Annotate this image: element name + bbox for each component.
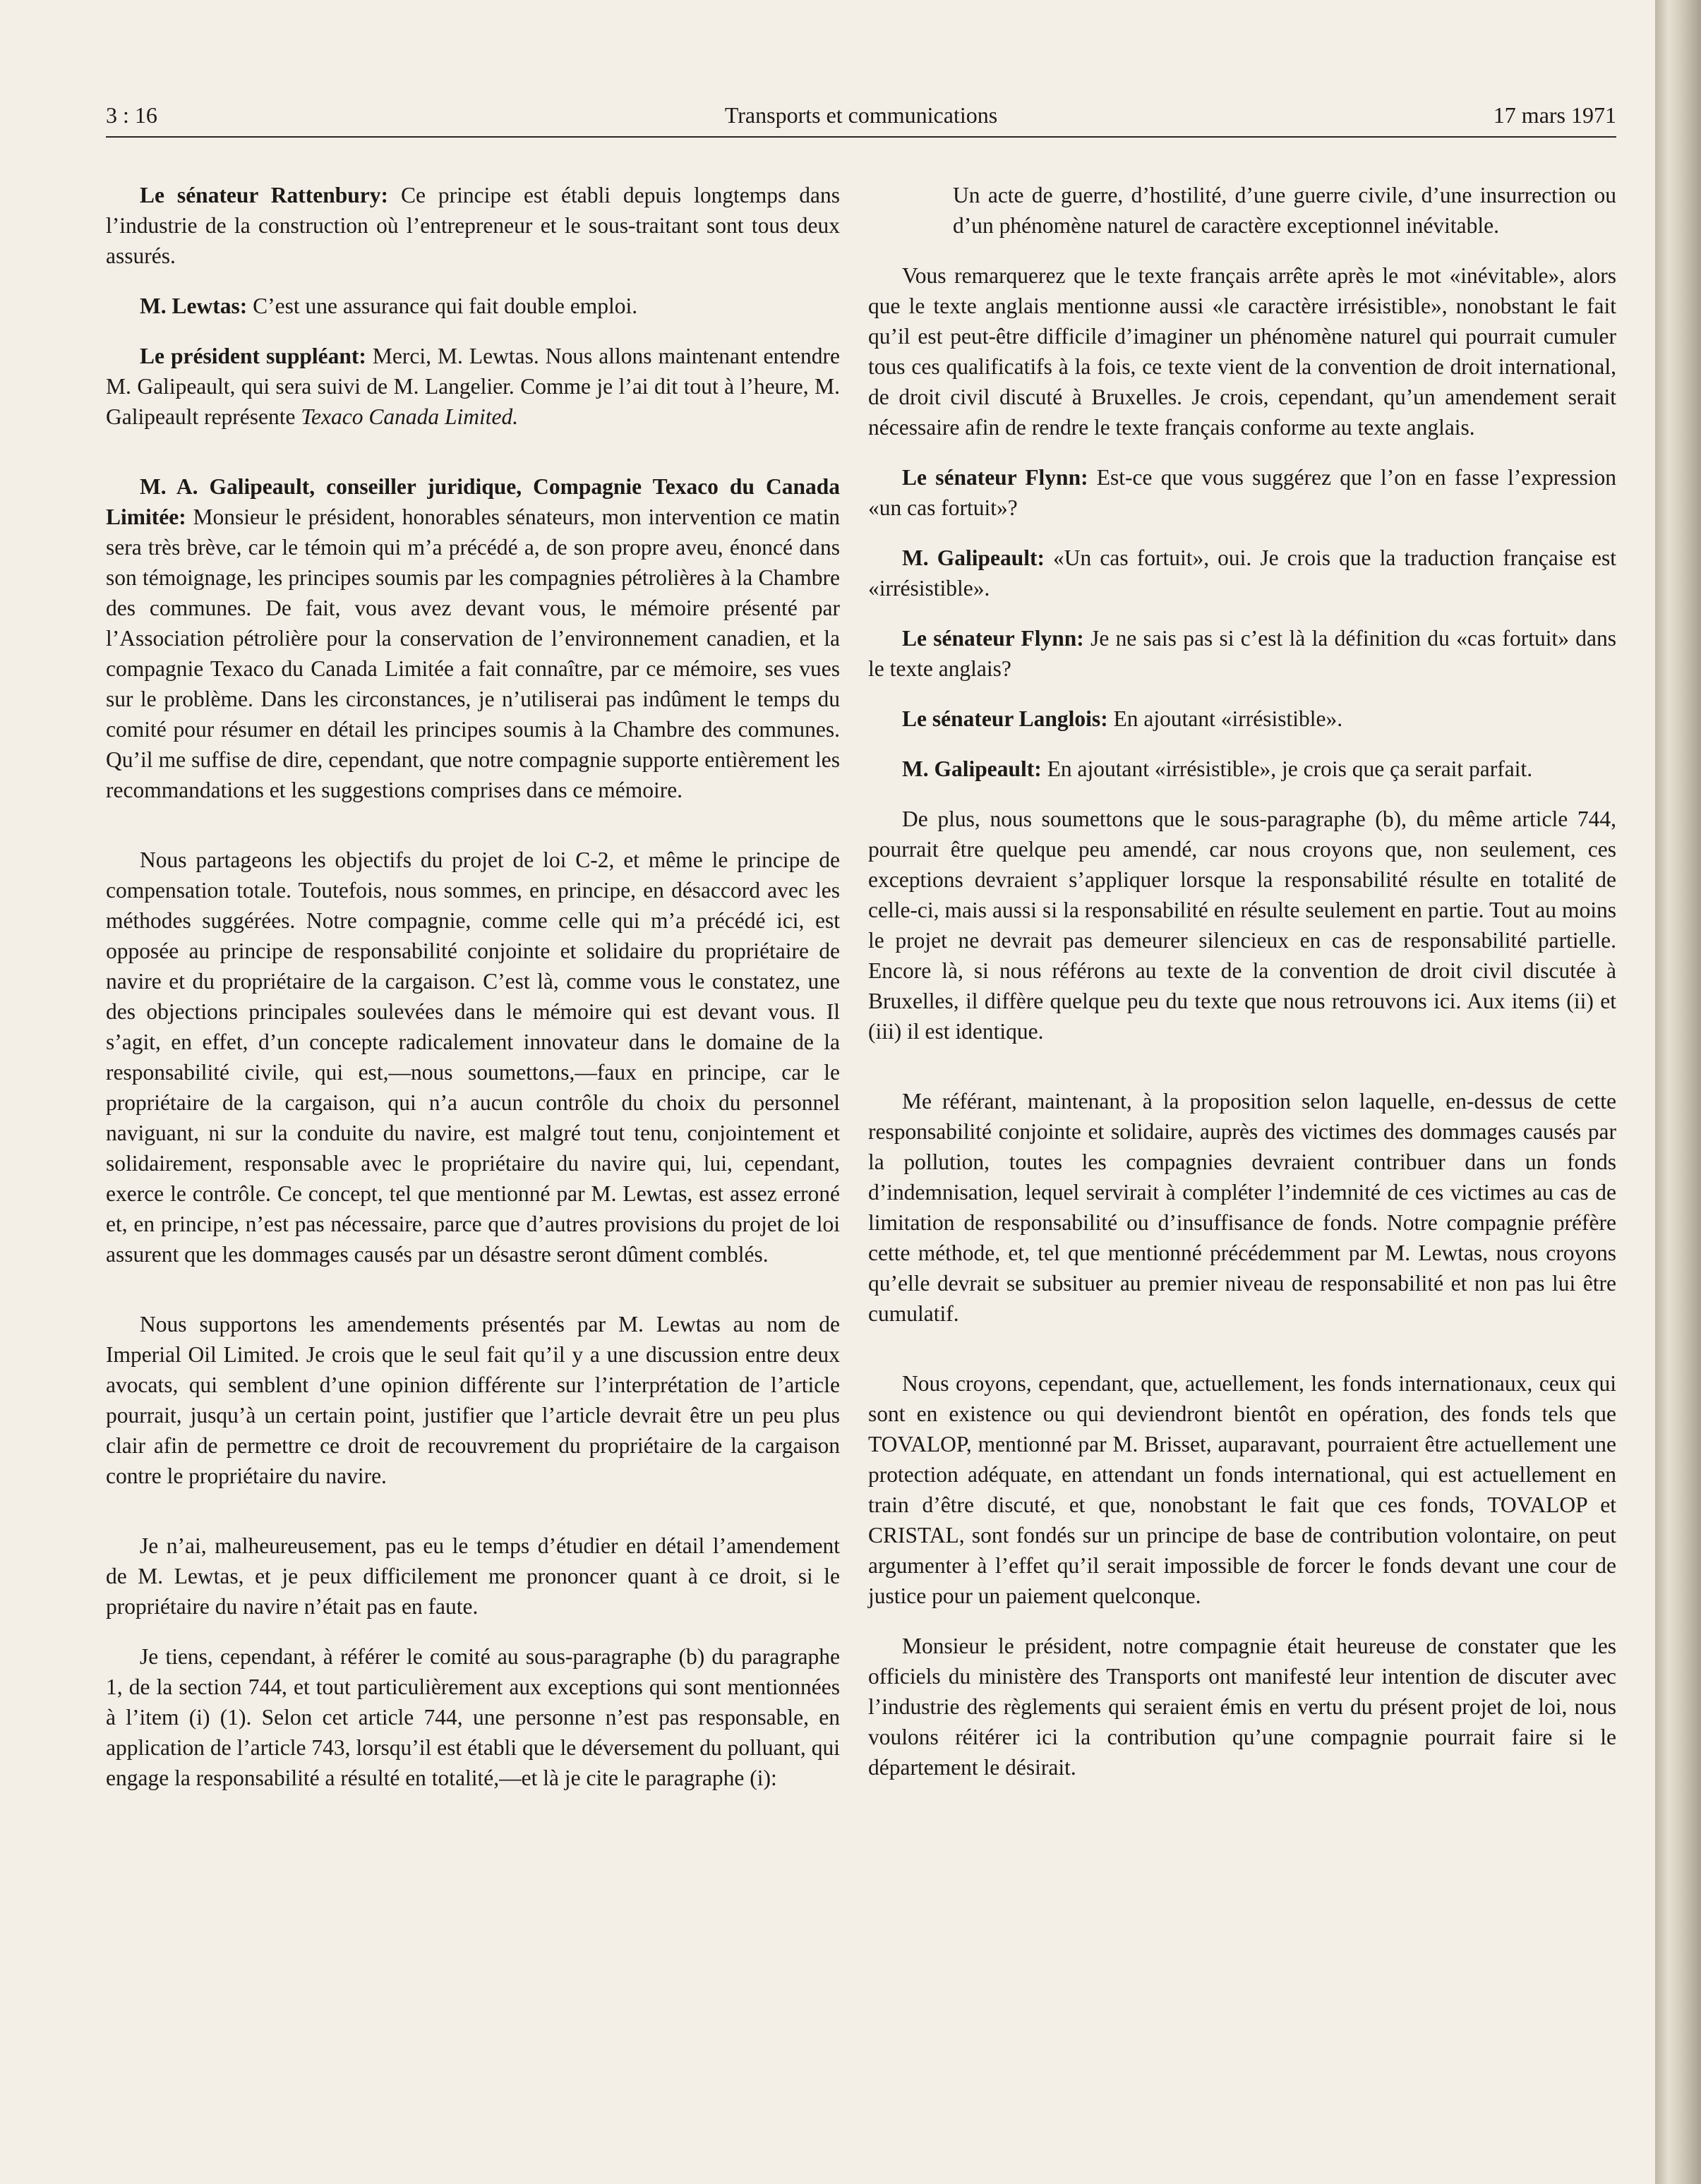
paragraph-text: Je tiens, cependant, à référer le comité au sous-paragraphe (b) du paragraphe 1, de la section 744, et tout particulièrement aux exceptions qui sont mentionnées à l’item (i) (1). Selon cet article 744, une personne n’est pas responsable, en application de l’article 743, lorsqu’il est établi que le déversement du polluant, qui engage la responsabilité a résulté en totalité,—et là je cite le paragraphe (i): (106, 1644, 840, 1790)
speaker-name: M. A. Galipeault, conseiller juridique, Compagnie Texaco du Canada Limitée: (106, 474, 840, 529)
right-column (868, 180, 1616, 1802)
speaker-name: Le sénateur Flynn: (902, 626, 1084, 651)
speaker-name: M. Galipeault: (902, 545, 1045, 570)
speaker-name: Le sénateur Flynn: (902, 465, 1088, 490)
paragraph-text: Un acte de guerre, d’hostilité, d’une guerre civile, d’une insurrection ou d’un phénomène naturel de caractère exceptionnel inévitable. (953, 183, 1616, 238)
paragraph (868, 1368, 1616, 1611)
paragraph (868, 623, 1616, 684)
paragraph-text: Vous remarquerez que le texte français arrête après le mot «inévitable», alors que le texte anglais mentionne aussi «le caractère irrésistible», nonobstant le fait qu’il est peut-être difficile d’imaginer un phénomène naturel qui pourrait cumuler tous ces qualificatifs à la fois, ce texte vient de la convention de droit international, de droit civil discuté à Bruxelles. Je crois, cependant, qu’un amendement serait nécessaire afin de rendre le texte français conforme au texte anglais. (868, 263, 1616, 440)
paragraph-text: Nous croyons, cependant, que, actuellement, les fonds internationaux, ceux qui sont en existence ou qui deviendront bientôt en opération, des fonds tels que TOVALOP, mentionné par M. Brisset, auparavant, pourraient être actuellement une protection adéquate, en attendant un fonds international, qui est actuellement en train d’être discuté, et que, nonobstant le fait que ces fonds, TOVALOP et CRISTAL, sont fondés sur un principe de base de contribution volontaire, on peut argumenter à l’effet qu’il serait impossible de forcer le fonds devant une cour de justice pour un paiement quelconque. (868, 1371, 1616, 1608)
paragraph (868, 804, 1616, 1046)
company-name: Texaco Canada Limited. (301, 404, 519, 429)
paragraph-text: Je n’ai, malheureusement, pas eu le temps d’étudier en détail l’amendement de M. Lewtas, et je peux difficilement me prononcer quant à ce droit, si le propriétaire du navire n’était pas en faute. (106, 1533, 840, 1619)
paragraph (106, 471, 840, 805)
paragraph (868, 704, 1616, 734)
paragraph (106, 341, 840, 432)
speaker-name: M. Lewtas: (140, 294, 248, 318)
paragraph-text: Monsieur le président, honorables sénateurs, mon intervention ce matin sera très brève, car le témoin qui m’a précédé a, de son propre aveu, énoncé dans son témoignage, les principes soumis par les compagnies pétrolières à la Chambre des communes. De fait, vous avez devant vous, le mémoire présenté par l’Association pétrolière pour la conservation de l’environnement canadien, et la compagnie Texaco du Canada Limitée a fait connaître, par ce mémoire, ses vues sur le problème. Dans les circonstances, je n’utiliserai pas indûment le temps du comité pour résumer en détail les principes soumis à la Chambre des communes. Qu’il me suffise de dire, cependant, que notre compagnie supporte entièrement les recommandations et les suggestions comprises dans ce mémoire. (106, 505, 840, 802)
book-page-edge (1655, 0, 1701, 2184)
paragraph-text: Nous partageons les objectifs du projet de loi C-2, et même le principe de compensation totale. Toutefois, nous sommes, en principe, en désaccord avec les méthodes suggérées. Notre compagnie, comme celle qui m’a précédé ici, est opposée au principe de responsabilité conjointe et solidaire du propriétaire de navire et du propriétaire de la cargaison. C’est là, comme vous le constatez, une des objections principales soulevées dans le mémoire qui est devant vous. Il s’agit, en effet, d’un concepte radicalement innovateur dans le domaine de la responsabilité civile, qui est,—nous soumettons,—faux en principe, car le propriétaire de la cargaison, qui n’a aucun contrôle du choix du personnel naviguant, ni sur la conduite du navire, est malgré tout tenu, conjointement et solidairement, responsable avec le propriétaire du navire qui, lui, cependant, exerce le contrôle. Ce concept, tel que mentionné par M. Lewtas, est assez erroné et, en principe, n’est pas nécessaire, parce que d’autres provisions du projet de loi assurent que les dommages causés par un désastre seront dûment comblés. (106, 847, 840, 1267)
paragraph (106, 1641, 840, 1793)
paragraph-text: En ajoutant «irrésistible». (1107, 706, 1343, 731)
paragraph (106, 845, 840, 1269)
paragraph-text: Est-ce que vous suggérez que l’on en fasse l’expression «un cas fortuit»? (868, 465, 1616, 520)
speaker-name: Le président suppléant: (140, 344, 366, 368)
paragraph-text: Merci, M. Lewtas. Nous allons maintenant entendre M. Galipeault, qui sera suivi de M. Langelier. Comme je l’ai dit tout à l’heure, M. Galipeault représente (106, 344, 840, 429)
quoted-paragraph (868, 180, 1616, 241)
paragraph-text: Je ne sais pas si c’est là la définition du «cas fortuit» dans le texte anglais? (868, 626, 1616, 681)
running-title: Transports et communications (724, 102, 998, 128)
paragraph-text: «Un cas fortuit», oui. Je crois que la traduction française est «irrésistible». (868, 545, 1616, 601)
paragraph (868, 1086, 1616, 1329)
header-date: 17 mars 1971 (1493, 102, 1616, 128)
speaker-name: M. Galipeault: (902, 756, 1042, 781)
paragraph (868, 260, 1616, 442)
paragraph (868, 543, 1616, 603)
paragraph (868, 1631, 1616, 1782)
speaker-name: Le sénateur Langlois: (902, 706, 1108, 731)
paragraph-text: De plus, nous soumettons que le sous-paragraphe (b), du même article 744, pourrait être quelque peu amendé, car nous croyons que, non seulement, ces exceptions devraient s’appliquer lorsque la responsabilité résulte en totalité de celle-ci, mais aussi si la responsabilité en résulte seulement en partie. Tout au moins le projet ne devrait pas demeurer silencieux en cas de responsabilité partielle. Encore là, si nous référons au texte de la convention de droit civil discutée à Bruxelles, il diffère quelque peu du texte que nous retrouvons ici. Aux items (ii) et (iii) il est identique. (868, 807, 1616, 1044)
paragraph (868, 754, 1616, 784)
paragraph-text: Nous supportons les amendements présentés par M. Lewtas au nom de Imperial Oil Limited. Je crois que le seul fait qu’il y a une discussion entre deux avocats, qui semblent d’une opinion différente sur l’interprétation de l’article pourrait, jusqu’à un certain point, justifier que l’article devrait être un peu plus clair afin de permettre ce droit de recouvrement du propriétaire de la cargaison contre le propriétaire du navire. (106, 1312, 840, 1488)
speaker-name: Le sénateur Rattenbury: (140, 183, 389, 207)
paragraph-text: Me référant, maintenant, à la proposition selon laquelle, en-dessus de cette responsabilité conjointe et solidaire, auprès des victimes des dommages causés par la pollution, toutes les compagnies devraient contribuer dans un fonds d’indemnisation, lequel servirait à compléter l’indemnité de ces victimes au cas de limitation de responsabilité ou d’insuffisance de fonds. Notre compagnie préfère cette méthode, et, tel que mentionné précédemment par M. Lewtas, nous croyons qu’elle devrait se subsituer au premier niveau de responsabilité et non pas lui être cumulatif. (868, 1089, 1616, 1326)
paragraph (106, 291, 840, 321)
paragraph (868, 462, 1616, 523)
page-number: 3 : 16 (106, 102, 157, 128)
page-header (106, 102, 1616, 138)
paragraph-text: Ce principe est établi depuis longtemps dans l’industrie de la construction où l’entrepreneur et le sous-traitant sont tous deux assurés. (106, 183, 841, 268)
left-column (106, 180, 840, 1813)
paragraph (106, 180, 840, 271)
paragraph (106, 1309, 840, 1491)
paragraph (106, 1531, 840, 1622)
paragraph-text: En ajoutant «irrésistible», je crois que ça serait parfait. (1041, 756, 1533, 781)
paragraph-text: C’est une assurance qui fait double emploi. (247, 294, 638, 318)
paragraph-text: Monsieur le président, notre compagnie était heureuse de constater que les officiels du ministère des Transports ont manifesté leur intention de discuter avec l’industrie des règlements qui seraient émis en vertu du présent projet de loi, nous voulons réitérer ici la contribution qu’une compagnie pourrait faire si le département le désirait. (868, 1634, 1616, 1780)
